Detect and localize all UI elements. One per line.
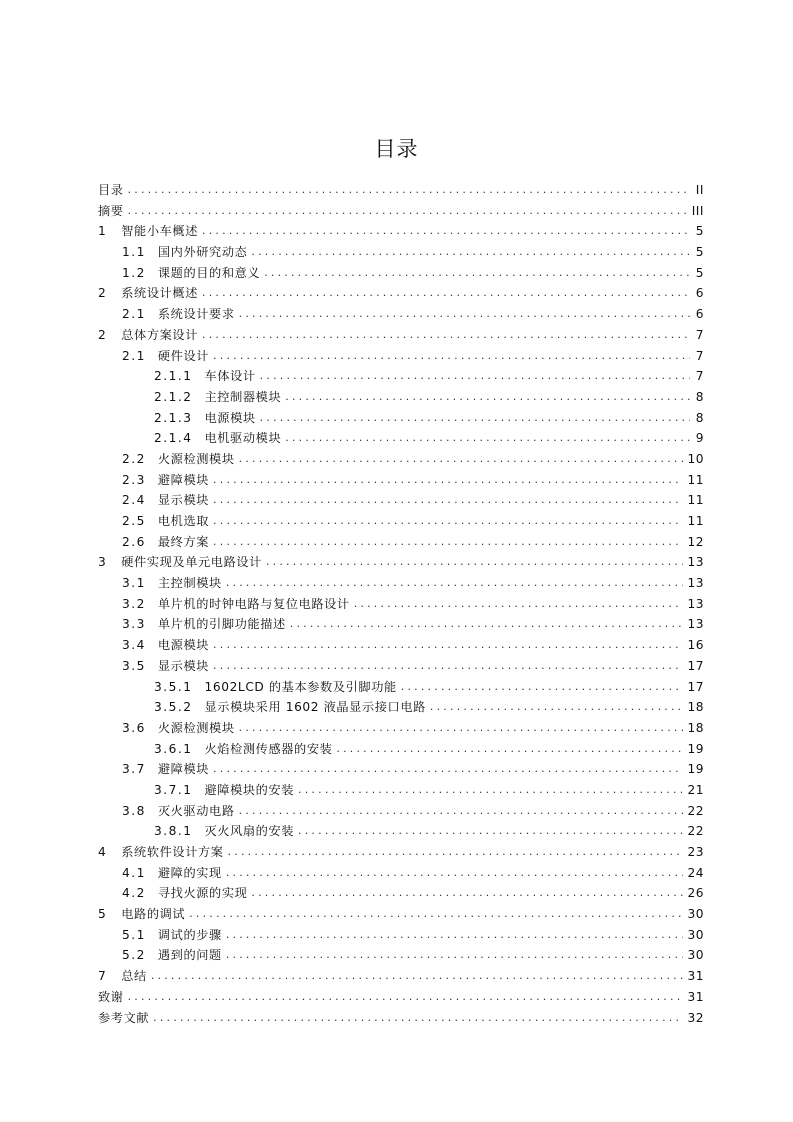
toc-dot-leader [128, 987, 684, 1008]
toc-entry[interactable] [98, 925, 704, 946]
toc-entry-page-number: 24 [687, 865, 704, 880]
toc-entry-title: 主控制器模块 [204, 389, 282, 404]
toc-entry-number: 3.5 [122, 658, 146, 673]
toc-entry-number: 3.5.2 [154, 700, 193, 715]
toc-entry-page-number: 9 [695, 431, 704, 446]
toc-entry-page-number: 19 [687, 762, 704, 777]
toc-dot-leader [266, 552, 684, 573]
toc-entry-page-number: 18 [687, 700, 704, 715]
toc-entry[interactable] [98, 780, 704, 801]
toc-dot-leader [226, 573, 684, 594]
toc-entry-title: 显示模块 [157, 493, 210, 508]
toc-entry-page-number: 7 [695, 348, 704, 363]
toc-entry[interactable] [98, 677, 704, 698]
toc-entry-title: 火源检测模块 [157, 720, 235, 735]
toc-entry-title: 显示模块 [157, 658, 210, 673]
toc-entry-title: 单片机的引脚功能描述 [157, 617, 286, 632]
toc-dot-leader [260, 366, 690, 387]
toc-entry-page-number: 6 [695, 286, 704, 301]
toc-entry-title: 电源模块 [157, 638, 210, 653]
toc-entry-page-number: 22 [687, 824, 704, 839]
toc-entry-number: 5.1 [122, 927, 146, 942]
toc-entry[interactable] [98, 945, 704, 966]
toc-entry-page-number: III [691, 203, 704, 218]
toc-entry[interactable] [98, 635, 704, 656]
toc-entry-number: 2 [98, 327, 108, 342]
toc-entry-title: 显示模块采用 1602 液晶显示接口电路 [204, 700, 426, 715]
toc-dot-leader [226, 863, 684, 884]
toc-entry-page-number: 23 [687, 845, 704, 859]
toc-entry[interactable] [98, 387, 704, 408]
toc-entry[interactable] [98, 242, 704, 263]
toc-entry-number: 3.8 [122, 803, 146, 818]
toc-entry[interactable] [98, 863, 704, 884]
toc-dot-leader [226, 945, 684, 966]
toc-entry-number: 4.2 [122, 886, 146, 901]
toc-entry-page-number: 13 [687, 617, 704, 632]
toc-entry-number: 3.2 [122, 596, 146, 611]
toc-entry-title: 最终方案 [157, 534, 210, 549]
toc-entry-page-number: 5 [695, 224, 704, 239]
toc-entry-number: 2.1.3 [154, 410, 193, 425]
toc-entry-title: 电机选取 [157, 514, 210, 528]
toc-entry-number: 3.8.1 [154, 824, 193, 839]
toc-entry[interactable] [98, 408, 704, 429]
toc-entry-number: 3.7.1 [154, 782, 193, 797]
toc-entry-number: 5.2 [122, 948, 146, 963]
toc-dot-leader [239, 801, 684, 822]
toc-dot-leader [290, 614, 684, 635]
toc-entry-title: 系统设计要求 [157, 307, 235, 322]
toc-dot-leader [213, 759, 683, 780]
toc-dot-leader [213, 490, 683, 511]
toc-entry-page-number: 21 [687, 782, 704, 797]
toc-entry-title: 系统软件设计方案 [121, 845, 224, 859]
toc-entry-number: 7 [98, 969, 108, 984]
toc-entry-title: 硬件设计 [157, 348, 210, 363]
toc-dot-leader [285, 387, 690, 408]
toc-entry-page-number: 32 [687, 1010, 704, 1025]
toc-entry-number: 3 [98, 555, 108, 570]
toc-entry[interactable] [98, 656, 704, 677]
toc-entry-page-number: 31 [687, 989, 704, 1004]
toc-dot-leader [213, 635, 683, 656]
toc-entry[interactable] [98, 904, 704, 925]
toc-dot-leader [251, 883, 683, 904]
toc-entry-page-number: 17 [687, 658, 704, 673]
toc-entry-title: 硬件实现及单元电路设计 [121, 555, 262, 570]
page-title: 目录 [374, 137, 419, 161]
toc-dot-leader [298, 780, 683, 801]
toc-entry-number: 4 [98, 845, 108, 859]
toc-entry-number: 2.2 [122, 451, 146, 466]
toc-dot-leader [260, 408, 690, 429]
toc-entry-title: 摘要 [98, 203, 124, 218]
toc-entry-page-number: 22 [687, 803, 704, 818]
toc-entry-page-number: 8 [695, 410, 704, 425]
toc-entry-title: 单片机的时钟电路与复位电路设计 [157, 596, 350, 611]
toc-entry-title: 系统设计概述 [121, 286, 198, 301]
toc-entry-title: 遇到的问题 [157, 948, 222, 963]
toc-entry-page-number: 5 [695, 265, 704, 280]
toc-dot-leader [228, 842, 684, 863]
toc-dot-leader [239, 449, 684, 470]
toc-entry[interactable] [98, 366, 704, 387]
toc-entry[interactable] [98, 883, 704, 904]
toc-entry-title: 电机驱动模块 [204, 431, 282, 446]
toc-entry-page-number: II [695, 183, 704, 197]
toc-entry-title: 国内外研究动态 [157, 245, 248, 260]
toc-entry-page-number: 7 [695, 327, 704, 342]
toc-entry-page-number: 13 [687, 555, 704, 570]
toc-entry[interactable] [98, 697, 704, 718]
toc-entry-page-number: 12 [687, 534, 704, 549]
toc-entry[interactable] [98, 801, 704, 822]
toc-entry[interactable] [98, 304, 704, 325]
toc-dot-leader [213, 532, 683, 553]
toc-entry[interactable] [98, 718, 704, 739]
toc-entry-title: 车体设计 [204, 369, 256, 384]
toc-dot-leader [239, 718, 684, 739]
toc-entry-title: 避障模块的安装 [204, 782, 295, 797]
toc-dot-leader [401, 677, 684, 698]
toc-entry-page-number: 11 [687, 472, 704, 487]
toc-entry[interactable] [98, 346, 704, 367]
toc-entry-page-number: 26 [687, 886, 704, 901]
toc-entry[interactable] [98, 490, 704, 511]
toc-entry[interactable] [98, 325, 704, 346]
toc-dot-leader [239, 304, 690, 325]
toc-entry[interactable] [98, 201, 704, 222]
toc-entry[interactable] [98, 573, 704, 594]
toc-entry-page-number: 5 [695, 245, 704, 260]
toc-entry-title: 1602LCD 的基本参数及引脚功能 [204, 679, 397, 694]
toc-entry-number: 2.1 [122, 348, 146, 363]
toc-entry-title: 寻找火源的实现 [157, 886, 248, 901]
toc-entry-number: 4.1 [122, 865, 146, 880]
toc-entry-number: 1.2 [122, 265, 146, 280]
toc-entry-title: 电源模块 [204, 410, 256, 425]
toc-entry[interactable] [98, 221, 704, 242]
toc-dot-leader [151, 966, 684, 987]
toc-entry-page-number: 16 [687, 638, 704, 653]
toc-entry-number: 2.1.2 [154, 389, 193, 404]
toc-entry[interactable] [98, 552, 704, 573]
toc-dot-leader [430, 697, 684, 718]
toc-dot-leader [336, 739, 683, 760]
toc-dot-leader [264, 263, 690, 284]
toc-entry[interactable] [98, 428, 704, 449]
toc-entry[interactable] [98, 180, 704, 201]
toc-entry-page-number: 30 [687, 907, 704, 922]
toc-entry-title: 电路的调试 [121, 907, 186, 922]
table-of-contents [98, 180, 704, 1028]
toc-entry-number: 1.1 [122, 245, 146, 260]
toc-entry[interactable] [98, 966, 704, 987]
toc-entry-page-number: 19 [687, 741, 704, 756]
toc-dot-leader [128, 180, 690, 201]
toc-entry[interactable] [98, 511, 704, 532]
toc-entry[interactable] [98, 594, 704, 615]
toc-entry-number: 2.6 [122, 534, 146, 549]
toc-entry-number: 1 [98, 224, 108, 239]
toc-entry-title: 总结 [121, 969, 147, 984]
toc-entry-title: 智能小车概述 [121, 224, 198, 239]
toc-entry[interactable] [98, 449, 704, 470]
toc-entry-number: 3.6 [122, 720, 146, 735]
toc-entry-title: 火焰检测传感器的安装 [204, 741, 333, 756]
toc-entry-title: 调试的步骤 [157, 927, 222, 942]
toc-dot-leader [213, 511, 683, 532]
toc-entry-number: 3.7 [122, 762, 146, 777]
toc-dot-leader [213, 346, 690, 367]
toc-entry-number: 2.3 [122, 472, 146, 487]
toc-entry[interactable] [98, 1008, 704, 1029]
toc-dot-leader [202, 325, 690, 346]
toc-entry-number: 5 [98, 907, 108, 922]
toc-dot-leader [251, 242, 690, 263]
toc-entry-page-number: 10 [687, 451, 704, 466]
toc-dot-leader [202, 221, 690, 242]
toc-dot-leader [213, 656, 683, 677]
toc-entry-page-number: 11 [687, 493, 704, 508]
toc-entry-number: 3.5.1 [154, 679, 193, 694]
toc-entry[interactable] [98, 987, 704, 1008]
toc-dot-leader [153, 1008, 683, 1029]
toc-dot-leader [202, 283, 690, 304]
toc-entry-page-number: 30 [687, 927, 704, 942]
toc-entry-page-number: 6 [695, 307, 704, 322]
toc-entry[interactable] [98, 821, 704, 842]
toc-entry-title: 总体方案设计 [121, 327, 198, 342]
toc-entry[interactable] [98, 842, 704, 863]
toc-entry-page-number: 8 [695, 389, 704, 404]
toc-entry-number: 2.1.1 [154, 369, 193, 384]
toc-entry-page-number: 11 [687, 514, 704, 528]
toc-entry-page-number: 17 [687, 679, 704, 694]
toc-dot-leader [298, 821, 683, 842]
toc-entry-page-number: 30 [687, 948, 704, 963]
toc-dot-leader [354, 594, 684, 615]
toc-entry-number: 3.1 [122, 576, 146, 591]
toc-entry-page-number: 13 [687, 596, 704, 611]
toc-entry[interactable] [98, 263, 704, 284]
toc-entry-title: 灭火驱动电路 [157, 803, 235, 818]
toc-entry-page-number: 31 [687, 969, 704, 984]
toc-entry-title: 主控制模块 [157, 576, 222, 591]
toc-entry-page-number: 7 [695, 369, 704, 384]
toc-entry-title: 致谢 [98, 989, 124, 1004]
toc-dot-leader [226, 925, 684, 946]
toc-entry-number: 2 [98, 286, 108, 301]
toc-entry-number: 3.6.1 [154, 741, 193, 756]
toc-dot-leader [189, 904, 683, 925]
toc-entry[interactable] [98, 283, 704, 304]
toc-entry-number: 3.4 [122, 638, 146, 653]
toc-entry-number: 3.3 [122, 617, 146, 632]
toc-entry[interactable] [98, 739, 704, 760]
toc-entry-title: 避障模块 [157, 762, 210, 777]
toc-entry-title: 课题的目的和意义 [157, 265, 261, 280]
toc-entry-number: 2.1 [122, 307, 146, 322]
toc-entry-number: 2.4 [122, 493, 146, 508]
toc-dot-leader [128, 201, 688, 222]
toc-entry[interactable] [98, 470, 704, 491]
toc-entry[interactable] [98, 532, 704, 553]
toc-entry-number: 2.1.4 [154, 431, 193, 446]
toc-entry[interactable] [98, 614, 704, 635]
toc-entry-title: 参考文献 [98, 1010, 150, 1025]
toc-entry-page-number: 13 [687, 576, 704, 591]
toc-entry-title: 目录 [98, 183, 124, 197]
toc-entry-number: 2.5 [122, 514, 146, 528]
toc-entry[interactable] [98, 759, 704, 780]
toc-entry-page-number: 18 [687, 720, 704, 735]
toc-entry-title: 火源检测模块 [157, 451, 235, 466]
toc-dot-leader [213, 470, 683, 491]
toc-entry-title: 避障模块 [157, 472, 210, 487]
toc-dot-leader [285, 428, 690, 449]
toc-entry-title: 避障的实现 [157, 865, 222, 880]
toc-entry-title: 灭火风扇的安装 [204, 824, 295, 839]
